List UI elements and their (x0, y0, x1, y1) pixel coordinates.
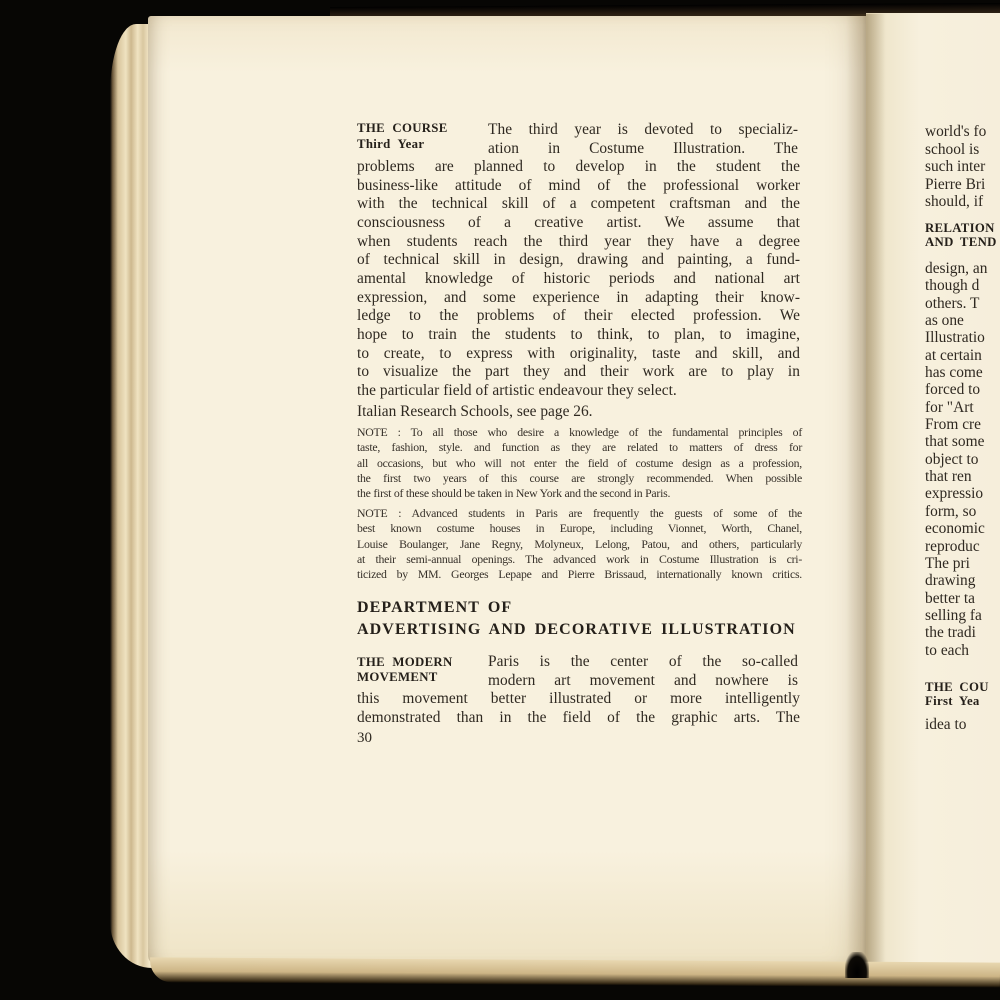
text-line: expressio (925, 485, 984, 503)
text-line: though d (925, 277, 980, 295)
right-page-bottom-line (925, 716, 966, 734)
text-line: Pierre Bri (925, 175, 986, 193)
book-gutter-shadow (846, 14, 886, 964)
text-line: Paris is the center of the so-called (488, 653, 798, 670)
text-line: as one (925, 312, 964, 330)
modern-section-label-line2: MOVEMENT (357, 670, 438, 684)
text-line: this movement better illustrated or more intelligently (357, 690, 800, 707)
text-line: has come (925, 364, 983, 382)
reference-line: Italian Research Schools, see page 26. (357, 403, 593, 420)
text-line: best known costume houses in Europe, including Vionnet, Worth, Chanel, (357, 521, 802, 536)
department-heading-line1: DEPARTMENT OF (357, 599, 513, 616)
modern-paragraph-lines (357, 690, 800, 727)
text-line: that ren (925, 468, 972, 486)
text-line: modern art movement and nowhere is (488, 671, 798, 689)
text-line: world's fo (925, 123, 987, 140)
text-line: with the technical skill of a competent craftsman and the (357, 195, 800, 213)
text-line: The pri (925, 554, 970, 572)
text-line: ation in Costume Illustration. The (488, 139, 798, 157)
right-page-mid-lines (925, 260, 987, 659)
text-line: for "Art (925, 398, 974, 416)
note1-paragraph (357, 425, 802, 501)
relation-heading-line2: AND TEND (925, 235, 997, 249)
text-line: the particular field of artistic endeavour they select. (357, 381, 677, 399)
text-line: taste, fashion, style. and function as they are related to matters of dress for (357, 440, 802, 455)
text-line: such inter (925, 158, 986, 175)
text-line: reproduc (925, 537, 980, 555)
course-paragraph-indented-lines (488, 121, 798, 158)
text-line: to create, to express with originality, taste and skill, and (357, 344, 800, 362)
text-line: hope to train the students to think, to plan, to imagine, (357, 325, 800, 343)
text-line: business-like attitude of mind of the professional worker (357, 176, 800, 194)
right-course-heading (925, 680, 989, 708)
text-line: to each (925, 641, 970, 659)
text-line: selling fa (925, 606, 982, 624)
text-line: design, an (925, 260, 988, 277)
text-line: forced to (925, 381, 981, 399)
text-line: ledge to the problems of their elected profession. We (357, 307, 800, 325)
text-line: the first of these should be taken in New York and the second in Paris. (357, 486, 671, 501)
text-line: Louise Boulanger, Jane Regny, Molyneux, Lelong, Patou, and others, particularly (357, 536, 802, 551)
text-line: that some (925, 433, 985, 451)
text-line: of technical skill in design, drawing and painting, a fund- (357, 251, 800, 269)
text-line: ticized by MM. Georges Lepape and Pierre Brissaud, internationally known critics. (357, 567, 802, 582)
text-line: to visualize the part they and their work are to play in (357, 363, 800, 381)
modern-section-label-line1: THE MODERN (357, 655, 453, 669)
course-section-label-line2: Third Year (357, 137, 425, 151)
text-line: the tradi (925, 624, 976, 642)
text-line: when students reach the third year they have a degree (357, 232, 800, 250)
course-paragraph-lines (357, 158, 800, 401)
relation-heading (925, 221, 997, 249)
text-line: amental knowledge of historic periods and national art (357, 269, 800, 287)
text-line: From cre (925, 416, 981, 434)
text-line: expression, and some experience in adapting their know- (357, 288, 800, 306)
modern-paragraph-indented-lines (488, 653, 798, 690)
note2-paragraph (357, 506, 802, 582)
text-line: demonstrated than in the field of the graphic arts. The (357, 708, 800, 726)
text-line: others. T (925, 294, 980, 312)
right-course-heading-line2: First Yea (925, 694, 980, 708)
right-page-top-lines (925, 123, 986, 211)
text-line: NOTE : To all those who desire a knowledge of the fundamental principles of (357, 425, 802, 439)
relation-heading-line1: RELATION (925, 221, 995, 235)
text-line: at their semi-annual openings. The advanced work in Costume Illustration is cri- (357, 551, 802, 566)
text-line: idea to (925, 716, 967, 733)
department-heading-line2: ADVERTISING AND DECORATIVE ILLUSTRATION (357, 621, 796, 638)
text-line: the first two years of this course are strongly recommended. When possible (357, 470, 802, 485)
text-line: The third year is devoted to specializ- (488, 121, 798, 138)
text-line: Illustratio (925, 329, 985, 347)
right-course-heading-line1: THE COU (925, 680, 989, 694)
book-bottom-page-edges (150, 957, 1000, 987)
text-line: form, so (925, 502, 977, 520)
page-number: 30 (357, 730, 372, 746)
text-line: consciousness of a creative artist. We assume that (357, 213, 800, 231)
text-line: drawing (925, 572, 976, 590)
text-line: NOTE : Advanced students in Paris are frequently the guests of some of the (357, 506, 802, 520)
text-line: economic (925, 520, 985, 538)
text-line: problems are planned to develop in the student the (357, 158, 800, 175)
text-line: should, if (925, 193, 984, 210)
text-line: better ta (925, 589, 975, 607)
text-line: school is (925, 140, 980, 158)
text-line: at certain (925, 346, 982, 364)
course-section-label-line1: THE COURSE (357, 121, 448, 135)
gutter-bottom-notch (845, 952, 869, 978)
text-line: object to (925, 450, 979, 468)
text-line: all occasions, but who will not enter the field of costume design as a profession, (357, 455, 802, 470)
